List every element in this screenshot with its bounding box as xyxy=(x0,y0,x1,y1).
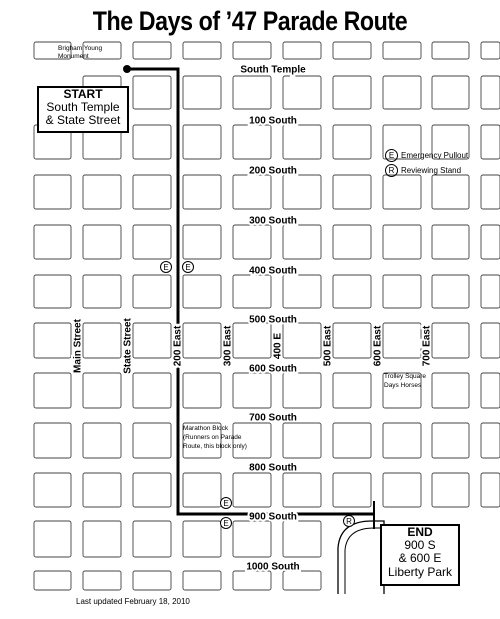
city-block xyxy=(83,373,121,408)
city-block xyxy=(333,225,371,259)
page-title: The Days of ’47 Parade Route xyxy=(92,6,408,36)
city-block xyxy=(481,275,500,308)
city-block xyxy=(183,275,221,308)
city-block xyxy=(233,373,271,408)
street-label-v: 200 East xyxy=(172,325,184,367)
emergency-pullout-icon xyxy=(183,262,194,273)
city-block xyxy=(283,571,321,590)
city-block xyxy=(183,175,221,209)
svg-text:E: E xyxy=(223,519,229,528)
city-block xyxy=(83,423,121,458)
city-block xyxy=(183,571,221,590)
city-block xyxy=(283,423,321,458)
street-label-h: 700 South xyxy=(249,412,297,424)
city-block xyxy=(432,175,469,209)
city-block xyxy=(133,521,171,557)
end-heading: END xyxy=(407,525,433,539)
city-block xyxy=(133,125,171,159)
city-block xyxy=(432,423,469,458)
city-block xyxy=(333,42,371,59)
city-block xyxy=(34,225,71,259)
legend-label-reviewing: Reviewing Stand xyxy=(401,165,462,175)
start-line-2: & State Street xyxy=(45,113,121,128)
city-block xyxy=(333,473,371,507)
city-block xyxy=(133,571,171,590)
city-block xyxy=(83,521,121,557)
liberty-park xyxy=(338,521,384,594)
city-block xyxy=(432,225,469,259)
city-block xyxy=(333,275,371,308)
city-block xyxy=(283,175,321,209)
city-block xyxy=(183,125,221,159)
marathon-block-note: Marathon Block (Runners on Parade Route, this block only) xyxy=(183,425,247,450)
city-block xyxy=(333,373,371,408)
city-block xyxy=(333,125,371,159)
city-block xyxy=(133,423,171,458)
city-block xyxy=(432,42,469,59)
street-label-v: 400 E xyxy=(272,332,284,360)
city-block xyxy=(481,225,500,259)
end-box xyxy=(380,524,460,586)
reviewing-stand-icon: R xyxy=(385,164,398,177)
end-line-2: & 600 E xyxy=(398,551,442,566)
street-label-h: 900 South xyxy=(249,511,297,523)
city-block xyxy=(383,473,421,507)
street-label-v: 700 East xyxy=(421,325,433,367)
city-block xyxy=(133,76,171,109)
city-block xyxy=(34,373,71,408)
city-block xyxy=(34,275,71,308)
svg-text:R: R xyxy=(346,517,352,526)
street-label-v: 300 East xyxy=(222,325,234,367)
city-block xyxy=(481,175,500,209)
city-block xyxy=(183,473,221,507)
city-block xyxy=(133,42,171,59)
monument-label: Brigham Young Monument xyxy=(58,45,103,60)
street-label-h: 200 South xyxy=(249,165,297,177)
city-block xyxy=(283,473,321,507)
end-line-3: Liberty Park xyxy=(387,564,453,579)
city-block xyxy=(83,275,121,308)
city-block xyxy=(481,125,500,159)
city-block xyxy=(83,473,121,507)
city-block xyxy=(233,125,271,159)
emergency-pullout-icon xyxy=(221,498,232,509)
city-block xyxy=(283,125,321,159)
emergency-pullout-icon: E xyxy=(385,149,398,162)
start-heading: START xyxy=(63,87,103,101)
city-block xyxy=(233,76,271,109)
city-block xyxy=(133,373,171,408)
legend xyxy=(385,148,468,178)
legend-item-reviewing xyxy=(385,163,468,178)
city-block xyxy=(383,175,421,209)
city-block xyxy=(183,521,221,557)
city-block xyxy=(183,42,221,59)
city-block xyxy=(481,42,500,59)
city-block xyxy=(283,521,321,557)
city-block xyxy=(283,373,321,408)
city-block xyxy=(283,323,321,358)
city-block xyxy=(333,175,371,209)
city-block xyxy=(183,373,221,408)
city-block xyxy=(233,275,271,308)
city-block xyxy=(233,571,271,590)
last-updated-note: Last updated February 18, 2010 xyxy=(76,597,190,606)
city-block xyxy=(383,76,421,109)
city-block xyxy=(283,76,321,109)
start-box xyxy=(37,86,129,133)
street-label-h: 100 South xyxy=(249,115,297,127)
end-line-1: 900 S xyxy=(404,538,436,553)
emergency-pullout-icon xyxy=(161,262,172,273)
city-block xyxy=(283,42,321,59)
city-block xyxy=(133,473,171,507)
street-label-v: 500 East xyxy=(322,325,334,367)
city-block xyxy=(83,571,121,590)
city-block xyxy=(34,323,71,358)
city-block xyxy=(133,225,171,259)
city-block xyxy=(481,323,500,358)
city-block xyxy=(133,323,171,358)
city-block xyxy=(133,175,171,209)
city-block xyxy=(432,76,469,109)
city-block xyxy=(432,275,469,308)
legend-label-emergency: Emergency Pullout xyxy=(401,150,469,160)
city-block xyxy=(383,225,421,259)
city-block xyxy=(133,275,171,308)
city-block xyxy=(34,423,71,458)
city-block xyxy=(432,373,469,408)
city-block xyxy=(383,323,421,358)
city-block xyxy=(233,42,271,59)
reviewing-stand-icon xyxy=(344,516,355,527)
street-label-h: 300 South xyxy=(249,215,297,227)
city-block xyxy=(383,275,421,308)
city-block xyxy=(481,423,500,458)
city-block xyxy=(283,275,321,308)
city-block xyxy=(383,42,421,59)
street-label-h: 1000 South xyxy=(246,561,300,573)
street-label-h: 500 South xyxy=(249,314,297,326)
street-label-v: Main Street xyxy=(72,319,84,373)
city-block xyxy=(34,473,71,507)
city-block xyxy=(333,76,371,109)
city-block xyxy=(183,225,221,259)
city-block xyxy=(432,323,469,358)
street-label-v: 600 East xyxy=(372,325,384,367)
city-block xyxy=(34,571,71,590)
city-block xyxy=(83,225,121,259)
city-block xyxy=(183,76,221,109)
city-block xyxy=(34,175,71,209)
city-block xyxy=(283,225,321,259)
svg-text:E: E xyxy=(185,263,191,272)
city-block xyxy=(34,521,71,557)
city-block xyxy=(432,473,469,507)
svg-text:E: E xyxy=(163,263,169,272)
city-block xyxy=(481,373,500,408)
city-block xyxy=(183,323,221,358)
city-block xyxy=(481,473,500,507)
city-block xyxy=(83,175,121,209)
street-label-h: 800 South xyxy=(249,462,297,474)
start-line-1: South Temple xyxy=(46,100,120,115)
svg-text:E: E xyxy=(223,499,229,508)
legend-item-emergency xyxy=(385,148,468,163)
street-label-v: State Street xyxy=(122,318,134,374)
emergency-pullout-icon xyxy=(221,518,232,529)
city-block xyxy=(383,423,421,458)
city-block xyxy=(83,323,121,358)
city-block xyxy=(481,76,500,109)
city-block xyxy=(233,473,271,507)
city-block xyxy=(233,521,271,557)
city-block xyxy=(333,323,371,358)
city-block xyxy=(233,323,271,358)
trolley-square-note: Trolley Square Days Horses xyxy=(384,373,427,389)
city-block xyxy=(233,225,271,259)
city-block xyxy=(333,423,371,458)
street-label-h: South Temple xyxy=(240,64,306,76)
city-block xyxy=(233,175,271,209)
street-label-h: 600 South xyxy=(249,363,297,375)
street-label-h: 400 South xyxy=(249,265,297,277)
